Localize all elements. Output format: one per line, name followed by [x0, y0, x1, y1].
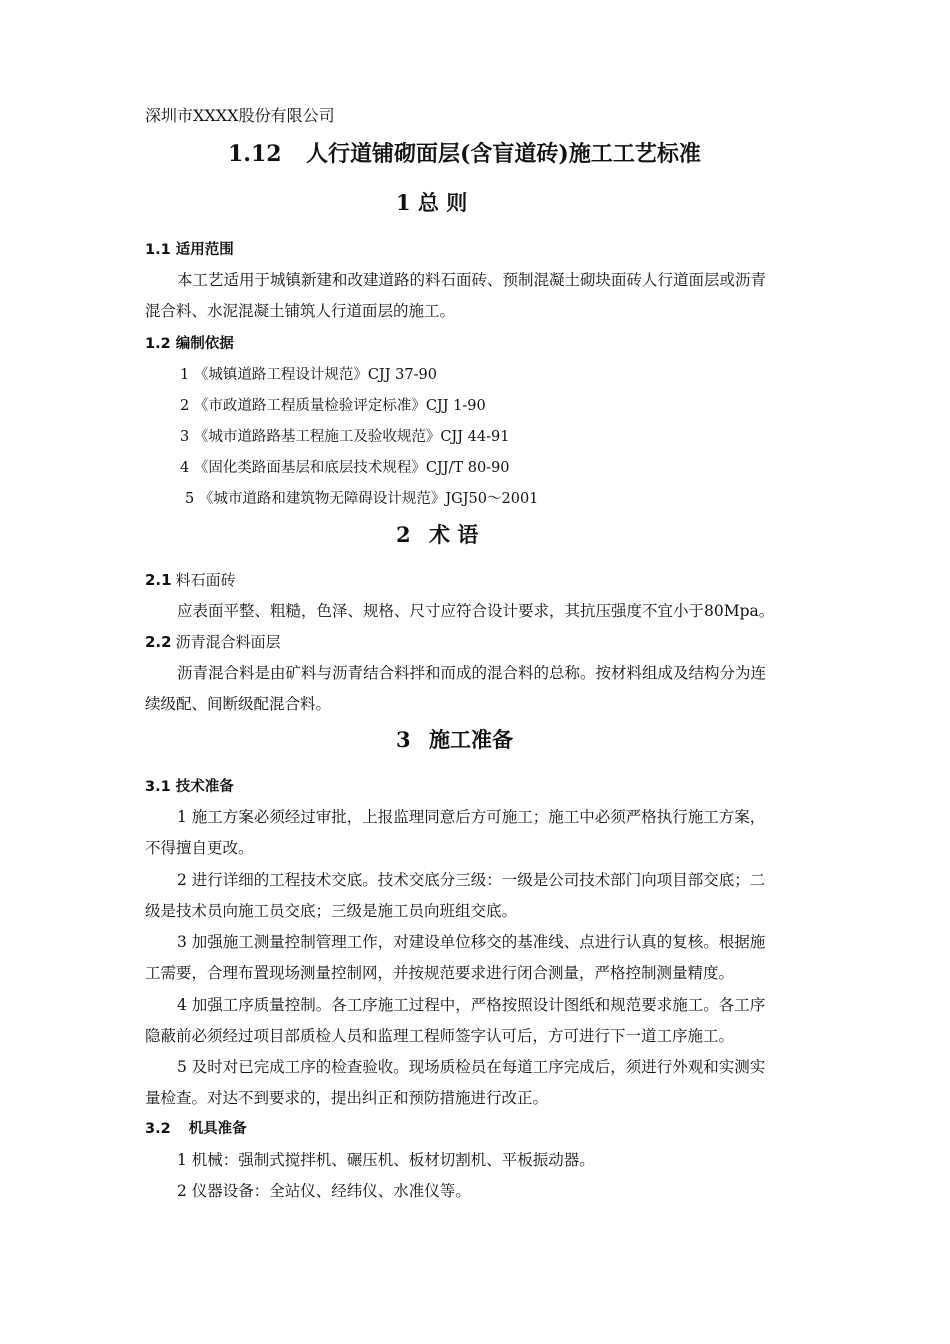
section-3-1-heading: 3.1 技术准备	[145, 779, 234, 795]
section-1-2-heading: 1.2 编制依据	[145, 336, 234, 352]
section-3-1-line-3: 2 进行详细的工程技术交底。技术交底分三级：一级是公司技术部门向项目部交底；二	[177, 871, 766, 889]
section-1-1-para-line-1: 本工艺适用于城镇新建和改建道路的料石面砖、预制混凝土砌块面砖人行道面层或沥青	[177, 271, 767, 289]
document-title-text: 人行道铺砌面层(含盲道砖)施工工艺标准	[306, 141, 701, 167]
section-3-1-line-1: 1 施工方案必须经过审批，上报监理同意后方可施工；施工中必须严格执行施工方案，	[177, 808, 766, 826]
section-2-1-para-line-1: 应表面平整、粗糙，色泽、规格、尺寸应符合设计要求，其抗压强度不宜小于80Mpa。	[177, 602, 775, 620]
reference-item-1: 1 《城镇道路工程设计规范》CJJ 37-90	[180, 367, 437, 383]
section-3-1-line-6: 工需要，合理布置现场测量控制网，并按规范要求进行闭合测量，严格控制测量精度。	[145, 964, 735, 982]
chapter-3-heading	[396, 724, 513, 754]
section-3-2-line-1: 1 机械：强制式搅拌机、碾压机、板材切割机、平板振动器。	[177, 1151, 595, 1169]
document-title-number: 1.12	[228, 141, 282, 167]
section-3-2-title: 机具准备	[188, 1121, 247, 1137]
section-3-2-heading	[145, 1117, 247, 1138]
reference-item-4: 4 《固化类路面基层和底层技术规程》CJJ/T 80-90	[180, 460, 510, 476]
reference-item-2: 2 《市政道路工程质量检验评定标准》CJJ 1-90	[180, 398, 486, 414]
section-3-1-line-8: 隐蔽前必须经过项目部质检人员和监理工程师签字认可后，方可进行下一道工序施工。	[145, 1027, 735, 1045]
section-1-1-heading: 1.1 适用范围	[145, 242, 234, 258]
section-2-2-heading	[145, 631, 281, 652]
section-2-1-number: 2.1	[145, 571, 172, 589]
company-header: 深圳市XXXX股份有限公司	[145, 106, 335, 125]
chapter-3-title: 施工准备	[429, 727, 513, 752]
section-3-2-line-2: 2 仪器设备：全站仪、经纬仪、水准仪等。	[177, 1182, 471, 1200]
chapter-2-title: 术 语	[429, 522, 479, 547]
chapter-1-heading: 1 总 则	[396, 190, 468, 215]
section-1-1-para-line-2: 混合料、水泥混凝土铺筑人行道面层的施工。	[145, 302, 456, 320]
section-2-2-para-line-1: 沥青混合料是由矿料与沥青结合料拌和而成的混合料的总称。按材料组成及结构分为连	[177, 664, 767, 682]
section-3-2-number: 3.2	[145, 1121, 171, 1137]
section-3-1-line-9: 5 及时对已完成工序的检查验收。现场质检员在每道工序完成后，须进行外观和实测实	[177, 1058, 766, 1076]
chapter-2-number: 2	[396, 522, 411, 547]
section-3-1-line-2: 不得擅自更改。	[145, 839, 254, 857]
section-3-1-line-7: 4 加强工序质量控制。各工序施工过程中，严格按照设计图纸和规范要求施工。各工序	[177, 996, 766, 1014]
chapter-2-heading	[396, 519, 478, 549]
section-2-1-heading	[145, 569, 236, 590]
section-3-1-line-10: 量检查。对达不到要求的，提出纠正和预防措施进行改正。	[145, 1089, 549, 1107]
document-title	[228, 137, 701, 168]
section-3-1-line-5: 3 加强施工测量控制管理工作，对建设单位移交的基准线、点进行认真的复核。根据施	[177, 933, 766, 951]
section-3-1-line-4: 级是技术员向施工员交底；三级是施工员向班组交底。	[145, 902, 518, 920]
chapter-3-number: 3	[396, 727, 411, 752]
section-2-1-title: 料石面砖	[175, 571, 236, 589]
section-2-2-number: 2.2	[145, 633, 172, 651]
reference-item-3: 3 《城市道路路基工程施工及验收规范》CJJ 44-91	[180, 429, 510, 445]
reference-item-5: 5 《城市道路和建筑物无障碍设计规范》JGJ50～2001	[185, 491, 539, 507]
section-2-2-para-line-2: 续级配、间断级配混合料。	[145, 695, 332, 713]
section-2-2-title: 沥青混合料面层	[175, 633, 281, 651]
